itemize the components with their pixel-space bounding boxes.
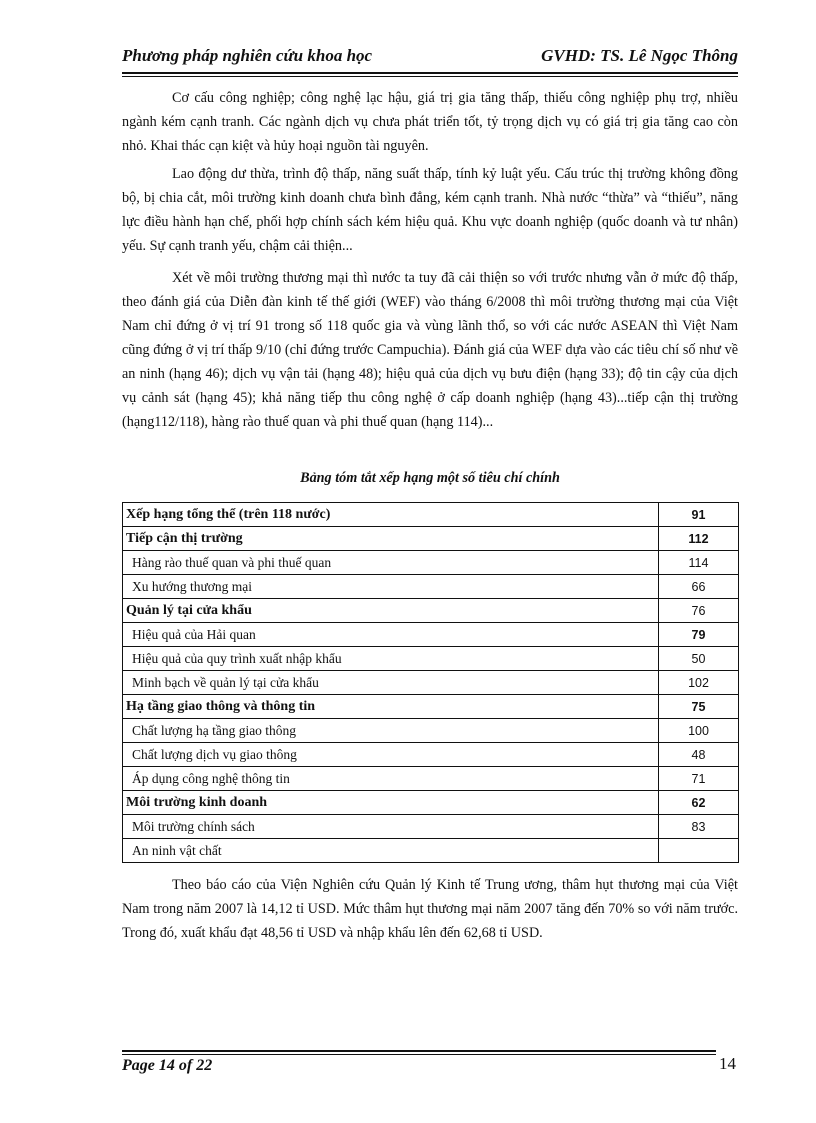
table-row <box>123 551 739 575</box>
footer-rule-thin <box>122 1054 716 1055</box>
row-value: 112 <box>659 527 739 551</box>
table-row <box>123 527 739 551</box>
table-row <box>123 719 739 743</box>
row-value: 102 <box>659 671 739 695</box>
header-title: Phương pháp nghiên cứu khoa học <box>122 46 373 65</box>
header-advisor: GVHD: TS. Lê Ngọc Thông <box>541 46 738 65</box>
page-label: Page 14 of 22 <box>122 1057 213 1074</box>
row-label: Minh bạch về quản lý tại cửa khẩu <box>123 671 659 695</box>
table-row <box>123 671 739 695</box>
row-value: 91 <box>659 503 739 527</box>
row-label: Môi trường kinh doanh <box>123 791 659 815</box>
row-value: 48 <box>659 743 739 767</box>
row-label: Quản lý tại cửa khẩu <box>123 599 659 623</box>
table-row <box>123 599 739 623</box>
row-value: 79 <box>659 623 739 647</box>
row-label: Xu hướng thương mại <box>123 575 659 599</box>
table-row <box>123 767 739 791</box>
header-rule-thin <box>122 76 738 77</box>
page-header <box>122 46 738 68</box>
row-value: 50 <box>659 647 739 671</box>
row-label: Hiệu quả của Hải quan <box>123 623 659 647</box>
row-value: 114 <box>659 551 739 575</box>
ranking-table <box>122 502 739 863</box>
row-value <box>659 839 739 863</box>
row-value: 66 <box>659 575 739 599</box>
row-value: 83 <box>659 815 739 839</box>
row-label: Xếp hạng tổng thể (trên 118 nước) <box>123 503 659 527</box>
row-value: 75 <box>659 695 739 719</box>
table-row <box>123 503 739 527</box>
paragraph: Theo báo cáo của Viện Nghiên cứu Quản lý Kinh tế Trung ương, thâm hụt thương mại của Việt Nam trong năm 2007 là 14,12 tỉ USD. Mức thâm hụt thương mại năm 2007 tăng đến 70% so với năm trước. Trong đó, xuất khẩu đạt 48,56 tỉ USD và nhập khẩu lên đến 62,68 tỉ USD. <box>122 877 738 941</box>
row-value: 100 <box>659 719 739 743</box>
row-label: An ninh vật chất <box>123 839 659 863</box>
row-label: Chất lượng hạ tầng giao thông <box>123 719 659 743</box>
table-row <box>123 815 739 839</box>
footer-rule <box>122 1050 716 1052</box>
row-value: 62 <box>659 791 739 815</box>
table-row <box>123 575 739 599</box>
paragraph: Lao động dư thừa, trình độ thấp, năng suất thấp, tính kỷ luật yếu. Cấu trúc thị trường không đồng bộ, bị chia cắt, môi trường kinh doanh chưa bình đẳng, kém cạnh tranh. Nhà nước “thừa” và “thiếu”, năng lực điều hành hạn chế, phối hợp chính sách kém hiệu quả. Khu vực doanh nghiệp (quốc doanh và tư nhân) yếu. Sự cạnh tranh yếu, chậm cải thiện... <box>122 166 738 254</box>
row-label: Hiệu quả của quy trình xuất nhập khẩu <box>123 647 659 671</box>
table-row <box>123 839 739 863</box>
table-caption: Bảng tóm tắt xếp hạng một số tiêu chí chính <box>300 470 560 486</box>
header-rule <box>122 72 738 74</box>
page-number: 14 <box>719 1054 736 1073</box>
table-row <box>123 695 739 719</box>
row-label: Môi trường chính sách <box>123 815 659 839</box>
row-value: 76 <box>659 599 739 623</box>
paragraph: Xét về môi trường thương mại thì nước ta tuy đã cải thiện so với trước nhưng vẫn ở mức độ thấp, theo đánh giá của Diễn đàn kinh tế thế giới (WEF) vào tháng 6/2008 thì môi trường thương mại của Việt Nam chỉ đứng ở vị trí 91 trong số 118 quốc gia và vùng lãnh thổ, so với các nước ASEAN thì Việt Nam cũng đứng ở vị trí thấp 9/10 (chỉ đứng trước Campuchia). Đánh giá của WEF dựa vào các tiêu chí số như về an ninh (hạng 46); dịch vụ vận tải (hạng 48); hiệu quả của dịch vụ bưu điện (hạng 33); độ tin cậy của dịch vụ cảnh sát (hạng 45); khả năng tiếp thu công nghệ ở cấp doanh nghiệp (hạng 43)...tiếp cận thị trường (hạng112/118), hàng rào thuế quan và phi thuế quan (hạng 114)... <box>122 270 738 430</box>
table-row <box>123 623 739 647</box>
row-value: 71 <box>659 767 739 791</box>
paragraph: Cơ cấu công nghiệp; công nghệ lạc hậu, giá trị gia tăng thấp, thiếu công nghiệp phụ trợ, nhiều ngành kém cạnh tranh. Các ngành dịch vụ chưa phát triển tốt, tỷ trọng dịch vụ có giá trị gia tăng cao còn nhỏ. Khai thác cạn kiệt và hủy hoại nguồn tài nguyên. <box>122 90 738 154</box>
row-label: Hạ tầng giao thông và thông tin <box>123 695 659 719</box>
row-label: Hàng rào thuế quan và phi thuế quan <box>123 551 659 575</box>
row-label: Tiếp cận thị trường <box>123 527 659 551</box>
row-label: Chất lượng dịch vụ giao thông <box>123 743 659 767</box>
row-label: Áp dụng công nghệ thông tin <box>123 767 659 791</box>
table-row <box>123 647 739 671</box>
table-row <box>123 743 739 767</box>
table-row <box>123 791 739 815</box>
